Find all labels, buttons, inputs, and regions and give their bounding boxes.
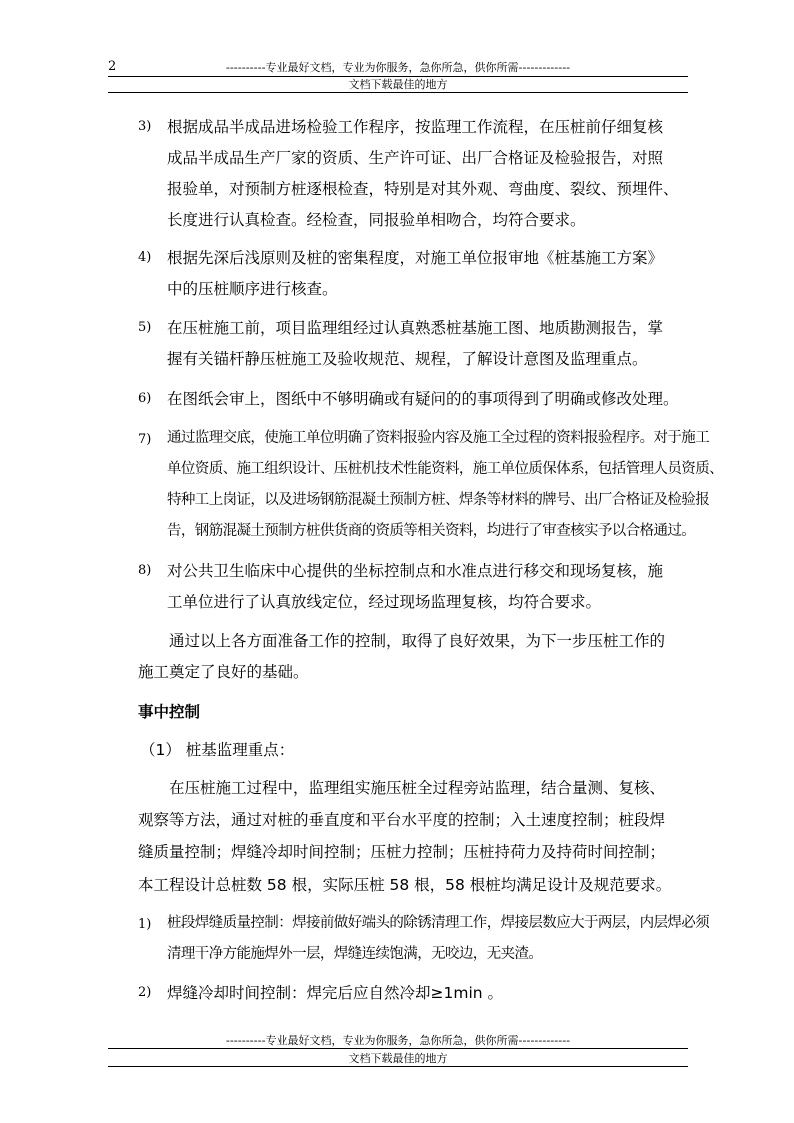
intro-line: 在压桩施工过程中，监理组实施压桩全过程旁站监理，结合量测、复核、 [169, 779, 666, 797]
item-number: 8) [138, 563, 152, 578]
item-number: 1) [138, 917, 152, 932]
item-number: 4) [138, 250, 152, 265]
item-line: 在图纸会审上，图纸中不够明确或有疑问的的事项得到了明确或修改处理。 [167, 390, 679, 408]
footer-subtitle: 文档下载最佳的地方 [108, 1052, 688, 1067]
header-subtitle: 文档下载最佳的地方 [108, 78, 688, 93]
item-line: 焊缝冷却时间控制：焊完后应自然冷却≥1min 。 [167, 984, 504, 1002]
item-number: 3) [138, 119, 152, 134]
item-number: 5) [138, 320, 152, 335]
item-line: 在压桩施工前，项目监理组经过认真熟悉桩基施工图、地质勘测报告，掌 [167, 319, 664, 337]
item-line: 根据成品半成品进场检验工作程序，按监理工作流程，在压桩前仔细复核 [167, 118, 664, 136]
item-number: 7) [138, 432, 152, 447]
item-line: 报验单，对预制方桩逐根检查，特别是对其外观、弯曲度、裂纹、预埋件、 [167, 180, 679, 198]
item-line: 握有关锚杆静压桩施工及验收规范、规程，了解设计意图及监理重点。 [167, 350, 648, 368]
item-line: 根据先深后浅原则及桩的密集程度，对施工单位报审地《桩基施工方案》 [167, 249, 664, 267]
item-line: 通过监理交底，使施工单位明确了资料报验内容及施工全过程的资料报验程序。对于施工 [167, 430, 710, 446]
item-line: 特种工上岗证，以及进场钢筋混凝土预制方桩、焊条等材料的牌号、出厂合格证及检验报 [167, 492, 710, 508]
page-header [108, 60, 688, 77]
item-line: 清理干净方能施焊外一层，焊缝连续饱满，无咬边，无夹渣。 [167, 946, 543, 962]
intro-line: 缝质量控制；焊缝冷却时间控制；压桩力控制；压桩持荷力及持荷时间控制； [138, 843, 666, 861]
summary-line: 通过以上各方面准备工作的控制，取得了良好效果，为下一步压桩工作的 [169, 632, 666, 650]
item-line: 单位资质、施工组织设计、压桩机技术性能资料，施工单位质保体系，包括管理人员资质、 [167, 461, 723, 477]
item-line: 成品半成品生产厂家的资质、生产许可证、出厂合格证及检验报告，对照 [167, 149, 664, 167]
subsection-heading: （1） 桩基监理重点： [140, 741, 295, 759]
item-line: 工单位进行了认真放线定位，经过现场监理复核，均符合要求。 [167, 593, 602, 611]
item-line: 长度进行认真检查。经检查，同报验单相吻合，均符合要求。 [167, 211, 586, 229]
item-line: 桩段焊缝质量控制：焊接前做好端头的除锈清理工作，焊接层数应大于两层，内层焊必须 [167, 915, 710, 931]
intro-line: 观察等方法，通过对桩的垂直度和平台水平度的控制；入土速度控制；桩段焊 [138, 811, 666, 829]
item-line: 中的压桩顺序进行核查。 [167, 280, 338, 298]
item-line: 对公共卫生临床中心提供的坐标控制点和水准点进行移交和现场复核，施 [167, 562, 664, 580]
item-number: 2) [138, 985, 152, 1000]
section-heading: 事中控制 [138, 703, 201, 721]
item-number: 6) [138, 391, 152, 406]
item-line: 告，钢筋混凝土预制方桩供货商的资质等相关资料，均进行了审查核实予以合格通过。 [167, 523, 696, 539]
summary-line: 施工奠定了良好的基础。 [138, 663, 309, 681]
footer-tagline: ----------专业最好文档，专业为你服务，急你所急，供你所需------------- [108, 1034, 688, 1049]
page-number: 2 [108, 59, 117, 74]
header-tagline: ----------专业最好文档，专业为你服务，急你所急，供你所需------------- [225, 61, 571, 74]
intro-line: 本工程设计总桩数 58 根，实际压桩 58 根，58 根桩均满足设计及规范要求。 [138, 876, 672, 894]
